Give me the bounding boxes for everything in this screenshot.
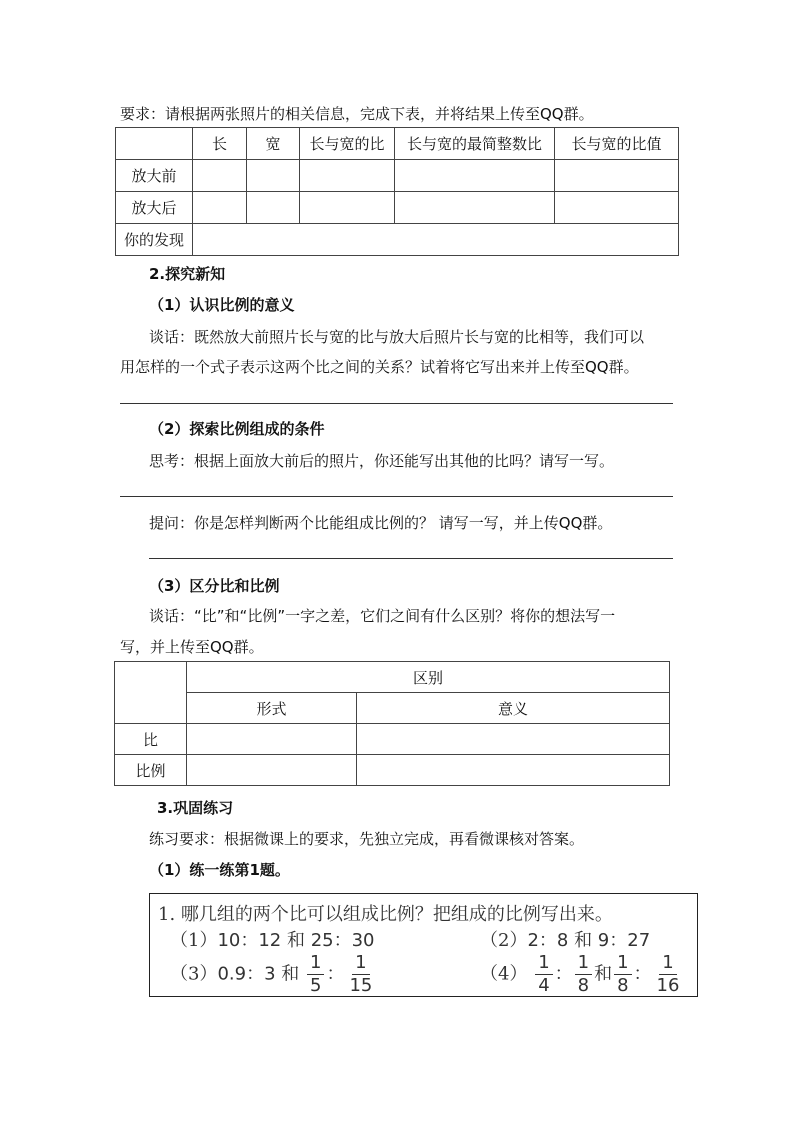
paragraph-text: 思考：根据上面放大前后的照片，你还能写出其他的比吗？请写一写。 — [149, 452, 615, 470]
fraction: $\frac{1}{5}$ — [307, 954, 324, 995]
header-cell-length: 长 — [193, 128, 247, 160]
answer-cell[interactable] — [193, 160, 247, 192]
item-label: （1） — [170, 930, 218, 951]
subsection-title: （3）区分比和比例 — [149, 577, 280, 595]
table-row — [116, 192, 679, 224]
table-row — [115, 755, 670, 786]
colon: ： — [633, 963, 652, 985]
exercise-item-4 — [480, 954, 684, 995]
table-header-row — [115, 693, 670, 724]
answer-cell[interactable] — [300, 192, 395, 224]
paragraph-text: 谈话：既然放大前照片长与宽的比与放大后照片长与宽的比相等，我们可以 — [149, 328, 645, 346]
paragraph-text: 谈话：“比”和“比例”一字之差，它们之间有什么区别？将你的想法写一 — [149, 607, 616, 625]
table-row — [115, 724, 670, 755]
item-label: （4） — [480, 963, 528, 985]
exercise-box — [149, 893, 698, 997]
item-expression: 10：12 和 25：30 — [217, 930, 375, 951]
item-label: （2） — [480, 930, 528, 951]
row-label-ratio: 比 — [115, 724, 187, 755]
table-row — [116, 224, 679, 256]
answer-cell[interactable] — [395, 160, 555, 192]
paragraph-text: 提问：你是怎样判断两个比能组成比例的？ 请写一写，并上传QQ群。 — [149, 514, 613, 532]
exercise-item-1 — [170, 926, 375, 952]
answer-line[interactable] — [120, 403, 673, 404]
exercise-item-2 — [480, 926, 650, 952]
paragraph-text: 练习要求：根据微课上的要求，先独立完成，再看微课核对答案。 — [149, 830, 585, 848]
paragraph-text: 写，并上传至QQ群。 — [120, 638, 264, 656]
answer-cell[interactable] — [247, 192, 300, 224]
subsection-title: （1）认识比例的意义 — [149, 296, 295, 314]
row-label-after: 放大后 — [116, 192, 193, 224]
fraction: $\frac{1}{8}$ — [575, 954, 592, 995]
answer-cell[interactable] — [555, 160, 679, 192]
section-title: 2.探究新知 — [149, 265, 226, 283]
fraction: $\frac{1}{16}$ — [656, 952, 680, 996]
colon: ： — [554, 963, 573, 985]
ratio-vs-proportion-table — [114, 661, 670, 786]
subsection-title: （1）练一练第1题。 — [149, 861, 290, 879]
header-cell-meaning: 意义 — [357, 693, 670, 724]
answer-line[interactable] — [120, 496, 673, 497]
header-cell-ratio-value: 长与宽的比值 — [555, 128, 679, 160]
table-row — [116, 160, 679, 192]
answer-cell[interactable] — [187, 755, 357, 786]
answer-cell[interactable] — [247, 160, 300, 192]
table-header-row — [115, 662, 670, 693]
fraction: $\frac{1}{8}$ — [614, 954, 631, 995]
item-expression: 0.9：3 和 — [217, 963, 300, 985]
exercise-prompt: 1. 哪几组的两个比可以组成比例？把组成的比例写出来。 — [158, 904, 613, 925]
answer-cell[interactable] — [187, 724, 357, 755]
header-cell-simplest-ratio: 长与宽的最简整数比 — [395, 128, 555, 160]
subsection-title: （2）探索比例组成的条件 — [149, 420, 325, 438]
table-header-row — [116, 128, 679, 160]
header-cell-ratio: 长与宽的比 — [300, 128, 395, 160]
answer-cell[interactable] — [357, 755, 670, 786]
answer-cell[interactable] — [357, 724, 670, 755]
answer-cell[interactable] — [300, 160, 395, 192]
answer-line[interactable] — [149, 558, 673, 559]
row-label-before: 放大前 — [116, 160, 193, 192]
section-title: 3.巩固练习 — [157, 799, 234, 817]
header-cell-difference: 区别 — [187, 662, 670, 693]
paragraph-text: 用怎样的一个式子表示这两个比之间的关系？试着将它写出来并上传至QQ群。 — [120, 358, 639, 376]
row-label-finding: 你的发现 — [116, 224, 193, 256]
photo-ratio-table — [115, 127, 679, 256]
item-expression: 2：8 和 9：27 — [527, 930, 651, 951]
fraction: $\frac{1}{4}$ — [535, 954, 552, 995]
header-cell-form: 形式 — [187, 693, 357, 724]
answer-cell[interactable] — [395, 192, 555, 224]
and-word: 和 — [594, 963, 613, 985]
answer-cell[interactable] — [555, 192, 679, 224]
fraction: $\frac{1}{15}$ — [349, 952, 373, 996]
finding-answer-cell[interactable] — [193, 224, 679, 256]
row-label-proportion: 比例 — [115, 755, 187, 786]
answer-cell[interactable] — [193, 192, 247, 224]
header-cell-empty — [115, 662, 187, 724]
header-cell-width: 宽 — [247, 128, 300, 160]
header-cell-empty — [116, 128, 193, 160]
item-label: （3） — [170, 963, 218, 985]
requirement-text: 要求：请根据两张照片的相关信息，完成下表，并将结果上传至QQ群。 — [120, 105, 594, 123]
colon: ： — [326, 963, 345, 985]
exercise-item-3 — [170, 954, 377, 995]
